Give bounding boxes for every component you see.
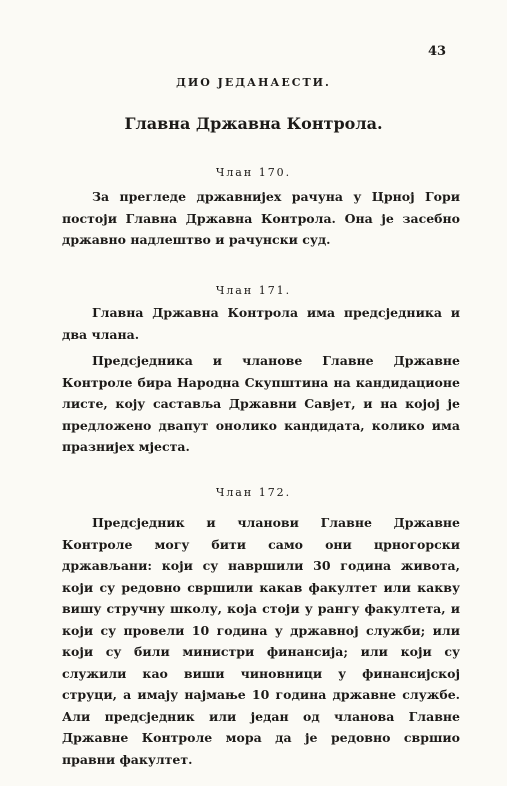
- article-170-paragraph-1: За прегледе државнијех рачуна у Црној Гори постоји Главна Државна Контрола. Она је засебно државно надлештво и рачунски суд.: [62, 189, 460, 247]
- article-172-heading: Члан 172.: [215, 486, 292, 499]
- article-171-paragraph-1: Главна Државна Контрола има предсједника и два члана.: [62, 305, 460, 342]
- article-170-heading: Члан 170.: [215, 166, 292, 179]
- article-171-heading: Члан 171.: [215, 284, 292, 297]
- page-number: 43: [428, 44, 447, 59]
- part-heading: ДИО ЈЕДАНАЕСТИ.: [176, 76, 331, 89]
- article-171-paragraph-2: Предсједника и чланове Главне Државне Контроле бира Народна Скупштина на кандидационе листе, коју саставља Државни Савјет, и на којој је предложено двапут онолико кандидата, колико има празнијех мјеста.: [62, 353, 460, 454]
- section-title: Главна Државна Контрола.: [124, 114, 383, 133]
- article-172-paragraph-1: Предсједник и чланови Главне Државне Контроле могу бити само они црногорски држављани: који су навршили 30 година живота, који су редовно свршили какав факултет или какву вишу стручну школу, која стоји у рангу факултета, и који су провели 10 година у државној служби; или који су били министри финансија; или који су служили као виши чиновници у финансијској струци, а имају најмање 10 година државне службе. Али предсједник или један од чланова Главне Државне Контроле мора да је редовно свршио правни факултет.: [62, 515, 460, 767]
